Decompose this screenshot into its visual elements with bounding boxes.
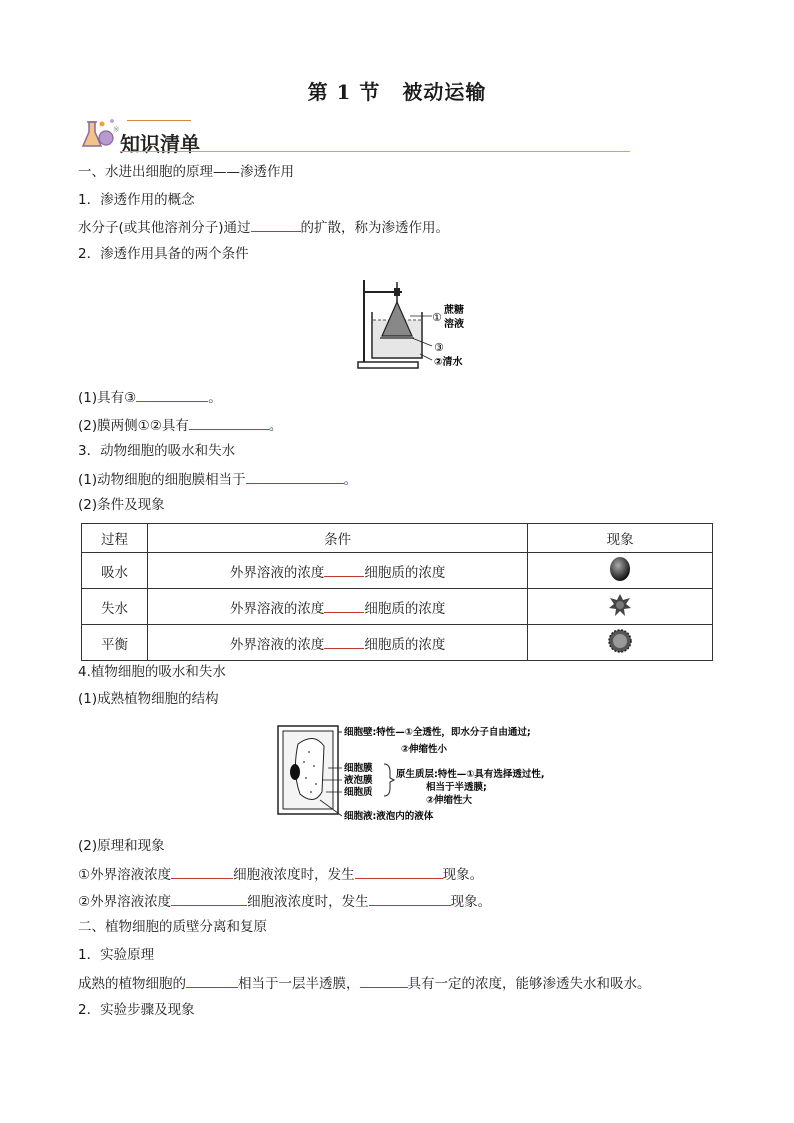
cytoplasm-label: 细胞质 (344, 787, 373, 798)
osmosis-definition: 水分子(或其他溶剂分子)通过 的扩散，称为渗透作用。 (78, 217, 449, 237)
phenomenon-cell (528, 553, 713, 589)
shrunken-cell-icon (607, 592, 633, 618)
table-header-row (82, 524, 713, 553)
plant-rule-1: ①外界溶液浓度 细胞液浓度时，发生 现象。 (78, 864, 483, 884)
condition-2: (2)膜两侧①②具有 。 (78, 415, 282, 435)
experiment-principle-heading: 1．实验原理 (78, 947, 155, 963)
fill-blank[interactable] (369, 891, 451, 906)
page-title (0, 76, 794, 105)
plant-rule-2: ②外界溶液浓度 细胞液浓度时，发生 现象。 (78, 891, 491, 911)
badge-top-rule (127, 120, 191, 121)
plant-cell-structure-label: (1)成熟植物细胞的结构 (78, 691, 219, 707)
fill-blank[interactable] (189, 415, 269, 430)
fill-blank[interactable] (251, 217, 301, 232)
conditions-phenomena-label: (2)条件及现象 (78, 497, 165, 513)
header-condition: 条件 (147, 524, 527, 553)
osmosis-conditions-heading: 2．渗透作用具备的两个条件 (78, 246, 249, 262)
condition-1: (1)具有③ 。 (78, 387, 222, 407)
vacuole-membrane-label: 液泡膜 (344, 775, 373, 786)
table-row (82, 625, 713, 661)
section-number: 第 1 节 (307, 80, 381, 104)
protoplast-elasticity: ②伸缩性大 (426, 795, 473, 806)
protoplast-label: 原生质层:特性—①具有选择透过性, (396, 769, 545, 780)
phenomenon-cell (528, 589, 713, 625)
phenomenon-cell (528, 625, 713, 661)
condition-cell: 外界溶液的浓度 细胞质的浓度 (147, 589, 527, 625)
wall-elasticity: ②伸缩性小 (401, 744, 448, 755)
flask-icon (80, 116, 122, 152)
cell-sap-label: 细胞液:液泡内的液体 (344, 811, 434, 822)
label-1-number: ① (432, 311, 442, 324)
fill-blank[interactable] (355, 864, 443, 879)
section2-heading: 二、植物细胞的质壁分离和复原 (78, 919, 267, 935)
fill-blank[interactable] (324, 598, 364, 613)
condition-cell: 外界溶液的浓度 细胞质的浓度 (147, 553, 527, 589)
process-cell: 吸水 (82, 553, 148, 589)
osmosis-apparatus-figure (350, 272, 480, 376)
fill-blank[interactable] (324, 634, 364, 649)
process-cell: 失水 (82, 589, 148, 625)
header-phenomenon: 现象 (528, 524, 713, 553)
osmosis-concept-heading: 1．渗透作用的概念 (78, 192, 195, 208)
swollen-cell-icon (607, 555, 633, 583)
experiment-principle-text: 成熟的植物细胞的 相当于一层半透膜， 具有一定的浓度，能够渗透失水和吸水。 (78, 973, 651, 993)
fill-blank[interactable] (246, 469, 344, 484)
fill-blank[interactable] (171, 891, 247, 906)
process-cell: 平衡 (82, 625, 148, 661)
membrane-label: 细胞膜 (344, 763, 373, 774)
condition-cell: 外界溶液的浓度 细胞质的浓度 (147, 625, 527, 661)
principle-phenomena-label: (2)原理和现象 (78, 838, 165, 854)
plant-cell-figure (276, 722, 566, 826)
svg-text:※: ※ (113, 125, 120, 134)
header-process: 过程 (82, 524, 148, 553)
label-3: ③ (434, 341, 444, 354)
table-row (82, 589, 713, 625)
badge-title: 知识清单 (120, 132, 200, 156)
label-solution: 溶液 (444, 319, 464, 330)
label-sucrose: 蔗糖 (444, 305, 464, 316)
section-title: 被动运输 (402, 80, 487, 104)
animal-cell-table (81, 523, 713, 661)
protoplast-semipermeable: 相当于半透膜; (426, 782, 487, 793)
animal-cell-heading: 3．动物细胞的吸水和失水 (78, 443, 236, 459)
fill-blank[interactable] (360, 973, 408, 988)
table-row (82, 553, 713, 589)
fill-blank[interactable] (324, 562, 364, 577)
fill-blank[interactable] (171, 864, 233, 879)
badge-bottom-rule (120, 151, 630, 152)
section1-heading: 一、水进出细胞的原理——渗透作用 (78, 164, 294, 180)
wall-label: 细胞壁:特性—①全透性，即水分子自由通过; (344, 727, 531, 738)
normal-cell-icon (607, 628, 633, 654)
plant-cell-heading: 4.植物细胞的吸水和失水 (78, 664, 226, 680)
animal-cell-membrane: (1)动物细胞的细胞膜相当于 。 (78, 469, 357, 489)
fill-blank[interactable] (186, 973, 238, 988)
label-water: ②清水 (434, 357, 463, 368)
experiment-steps-heading: 2．实验步骤及现象 (78, 1002, 195, 1018)
fill-blank[interactable] (136, 387, 208, 402)
